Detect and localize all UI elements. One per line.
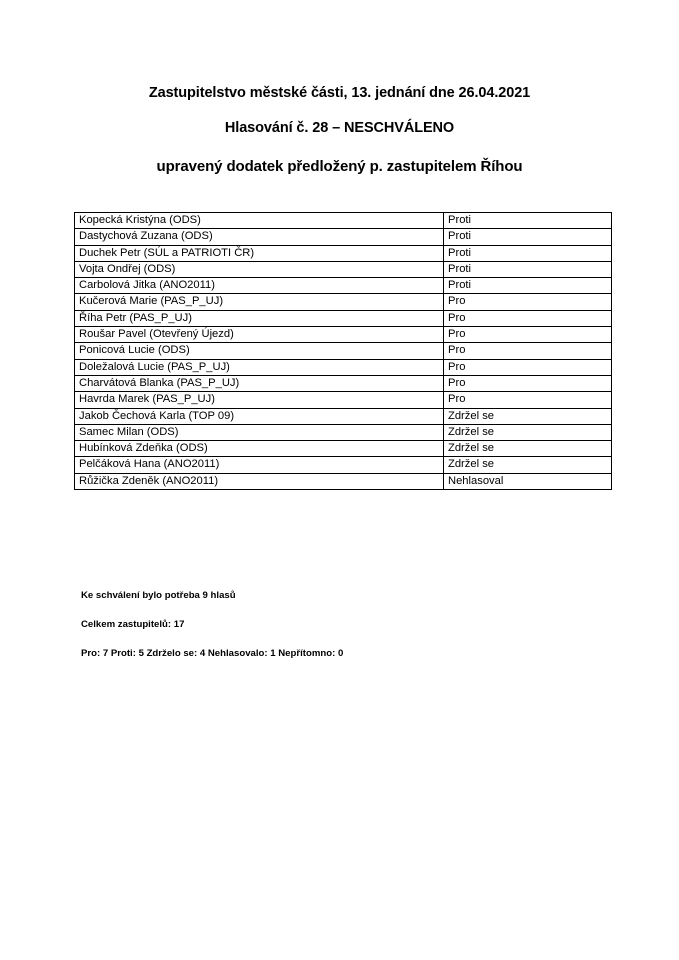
representative-name: Růžička Zdeněk (ANO2011): [75, 473, 444, 489]
representative-name: Charvátová Blanka (PAS_P_UJ): [75, 375, 444, 391]
table-row: [75, 359, 612, 375]
vote-value: Pro: [444, 343, 612, 359]
vote-breakdown-text: Pro: 7 Proti: 5 Zdrželo se: 4 Nehlasovalo: 1 Nepřítomno: 0: [81, 648, 344, 659]
document-title: Zastupitelstvo městské části, 13. jednání dne 26.04.2021: [148, 85, 531, 101]
representative-name: Kučerová Marie (PAS_P_UJ): [75, 294, 444, 310]
vote-value: Pro: [444, 359, 612, 375]
vote-value: Proti: [444, 261, 612, 277]
table-row: [75, 408, 612, 424]
vote-value: Zdržel se: [444, 457, 612, 473]
representative-name: Říha Petr (PAS_P_UJ): [75, 310, 444, 326]
representative-name: Samec Milan (ODS): [75, 424, 444, 440]
representative-name: Vojta Ondřej (ODS): [75, 261, 444, 277]
vote-value: Pro: [444, 375, 612, 391]
vote-subject: upravený dodatek předložený p. zastupitelem Říhou: [156, 158, 523, 175]
vote-results-table: [74, 212, 612, 490]
table-row: [75, 441, 612, 457]
vote-results-body: [75, 213, 612, 490]
table-row: [75, 213, 612, 229]
vote-value: Proti: [444, 245, 612, 261]
vote-value: Pro: [444, 392, 612, 408]
representative-name: Havrda Marek (PAS_P_UJ): [75, 392, 444, 408]
vote-value: Proti: [444, 213, 612, 229]
vote-value: Pro: [444, 327, 612, 343]
table-row: [75, 245, 612, 261]
table-row: [75, 229, 612, 245]
vote-heading: Hlasování č. 28 – NESCHVÁLENO: [224, 120, 455, 136]
table-row: [75, 310, 612, 326]
representative-name: Pelčáková Hana (ANO2011): [75, 457, 444, 473]
representative-name: Dastychová Zuzana (ODS): [75, 229, 444, 245]
representative-name: Duchek Petr (SÚL a PATRIOTI ČR): [75, 245, 444, 261]
table-row: [75, 261, 612, 277]
table-row: [75, 457, 612, 473]
representative-name: Carbolová Jitka (ANO2011): [75, 278, 444, 294]
representative-name: Hubínková Zdeňka (ODS): [75, 441, 444, 457]
representative-name: Doležalová Lucie (PAS_P_UJ): [75, 359, 444, 375]
vote-value: Zdržel se: [444, 408, 612, 424]
vote-value: Zdržel se: [444, 424, 612, 440]
vote-value: Nehlasoval: [444, 473, 612, 489]
table-row: [75, 473, 612, 489]
representative-name: Kopecká Kristýna (ODS): [75, 213, 444, 229]
representative-name: Ponicová Lucie (ODS): [75, 343, 444, 359]
total-representatives-text: Celkem zastupitelů: 17: [81, 619, 185, 630]
table-row: [75, 375, 612, 391]
vote-value: Proti: [444, 229, 612, 245]
vote-value: Pro: [444, 310, 612, 326]
vote-value: Zdržel se: [444, 441, 612, 457]
representative-name: Jakob Čechová Karla (TOP 09): [75, 408, 444, 424]
representative-name: Roušar Pavel (Otevřený Újezd): [75, 327, 444, 343]
table-row: [75, 278, 612, 294]
vote-value: Pro: [444, 294, 612, 310]
vote-value: Proti: [444, 278, 612, 294]
table-row: [75, 343, 612, 359]
table-row: [75, 294, 612, 310]
required-votes-text: Ke schválení bylo potřeba 9 hlasů: [81, 590, 236, 601]
table-row: [75, 424, 612, 440]
table-row: [75, 327, 612, 343]
table-row: [75, 392, 612, 408]
